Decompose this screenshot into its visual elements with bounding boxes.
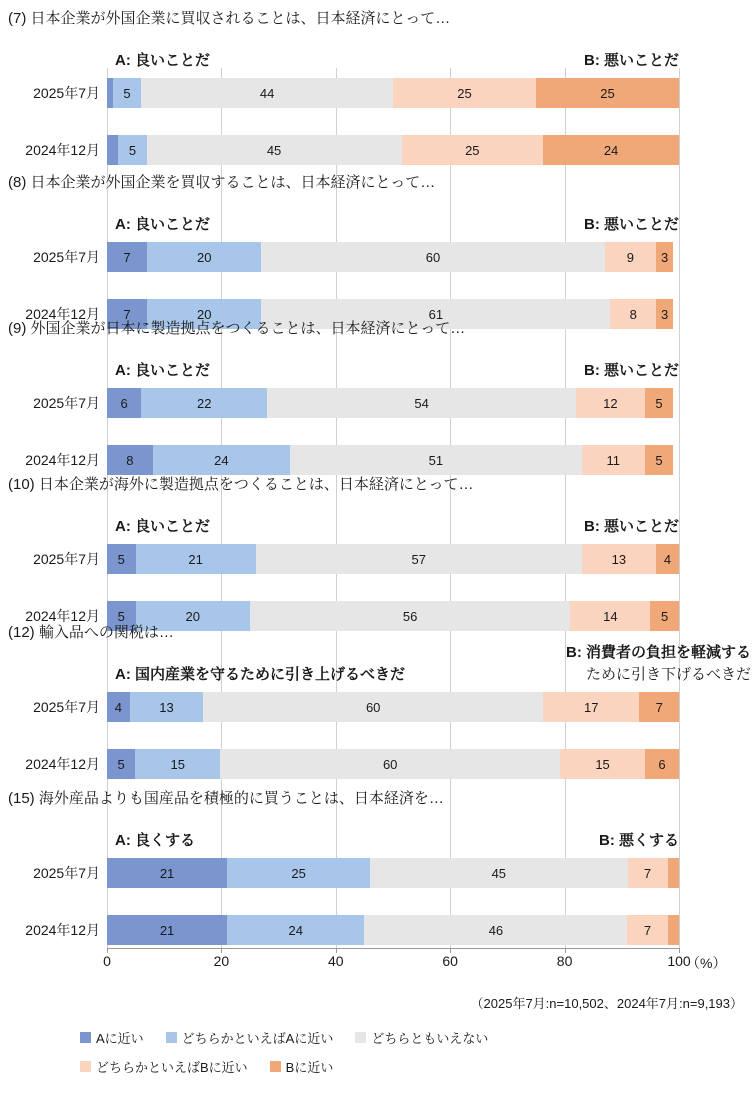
bar-value-label: 45 [266,142,282,158]
legend-label: どちらかといえばAに近い [181,1031,334,1046]
bar-value-label: 5 [655,395,663,411]
chart-row [0,544,755,574]
bar-value-label: 13 [159,699,174,715]
bar-segment [147,135,402,165]
bar-value-label: 5 [661,608,669,624]
chart-row [0,692,755,722]
bar-segment [536,78,679,108]
sample-size-note: （2025年7月:n=10,502、2024年7月:n=9,193） [470,996,743,1011]
bar-value-label: 5 [117,608,125,624]
bar-value-label: 8 [629,306,637,322]
bar-value-label: 5 [117,756,125,772]
bar-value-label: 22 [196,395,212,411]
bar-value-label: 17 [584,699,599,715]
row-label: 2024年12月 [25,452,100,468]
bar-segment [227,858,370,888]
question-title: (15) 海外産品よりも国産品を積極的に買うことは、日本経済を… [8,790,444,807]
bar-value-label: 57 [411,551,426,567]
bar-value-label: 3 [661,306,669,322]
bar-segment [582,544,656,574]
option-a-label: A: 良くする [115,832,195,849]
bar-value-label: 21 [159,922,175,938]
bar-value-label: 56 [402,608,418,624]
bar-segment [627,915,667,945]
bar-segment [364,915,627,945]
stacked-bar [107,445,679,475]
bar-value-label: 20 [185,608,201,624]
bar-value-label: 4 [663,551,672,567]
bar-segment [113,78,142,108]
bar-segment [227,915,364,945]
bar-value-label: 4 [114,699,122,715]
x-axis-tick-label: 20 [213,953,230,969]
bar-segment [118,135,146,165]
legend-item[interactable] [80,1057,248,1076]
bar-segment [153,445,290,475]
legend-swatch [355,1032,366,1043]
option-b-label: B: 悪くする [599,832,679,849]
chart-row [0,242,755,272]
legend-label: Aに近い [96,1031,144,1046]
legend-item[interactable] [355,1028,488,1047]
chart-row [0,135,755,165]
option-a-label: A: 良いことだ [115,52,210,69]
row-label: 2024年12月 [25,756,100,772]
row-label: 2024年12月 [25,306,100,322]
bar-value-label: 25 [600,85,615,101]
bar-segment [147,242,261,272]
bar-segment [256,544,582,574]
bar-segment [645,445,674,475]
chart-row [0,445,755,475]
bar-value-label: 8 [126,452,134,468]
bar-segment [582,445,645,475]
bar-segment [107,915,227,945]
option-b-label: B: 悪いことだ [584,52,679,69]
bar-segment [605,242,656,272]
bar-value-label: 24 [288,922,303,938]
bar-segment [107,749,135,779]
option-b-label: B: 悪いことだ [584,362,679,379]
chart-row [0,858,755,888]
bar-value-label: 15 [595,756,610,772]
bar-value-label: 20 [196,306,212,322]
question-group [0,790,755,950]
bar-value-label: 5 [123,85,131,101]
bar-segment [107,544,136,574]
legend-row [80,1028,506,1047]
bar-value-label: 24 [603,142,619,158]
bar-value-label: 20 [196,249,212,265]
stacked-bar [107,135,679,165]
question-group [0,476,755,636]
legend-item[interactable] [80,1028,144,1047]
bar-value-label: 25 [457,85,472,101]
bar-segment [645,388,674,418]
row-label: 2025年7月 [33,699,100,715]
bar-segment [107,388,141,418]
bar-value-label: 60 [425,249,441,265]
question-title: (10) 日本企業が海外に製造拠点をつくることは、日本経済にとって… [8,476,474,493]
bar-segment [290,445,582,475]
question-group [0,320,755,480]
row-label: 2025年7月 [33,85,100,101]
x-axis-tick-label: 40 [328,953,344,969]
bar-segment [267,388,576,418]
bar-value-label: 51 [428,452,444,468]
row-label: 2024年12月 [25,922,100,938]
question-group [0,624,755,784]
question-title: (7) 日本企業が外国企業に買収されることは、日本経済にとって… [8,10,451,27]
row-label: 2024年12月 [25,608,100,624]
bar-segment [668,915,679,945]
bar-segment [370,858,627,888]
bar-value-label: 25 [291,865,306,881]
stacked-bar [107,915,679,945]
bar-segment [261,242,604,272]
bar-segment [639,692,679,722]
bar-value-label: 5 [128,142,137,158]
bar-value-label: 11 [606,452,620,468]
x-axis-unit-label: （%） [686,955,727,971]
bar-value-label: 7 [643,922,652,938]
bar-value-label: 12 [603,395,618,411]
legend-item[interactable] [166,1028,334,1047]
chart-row [0,78,755,108]
stacked-bar [107,388,679,418]
bar-value-label: 6 [658,756,666,772]
legend-item[interactable] [270,1057,334,1076]
legend-label: どちらかといえばBに近い [96,1060,248,1075]
option-a-label: A: 良いことだ [115,216,210,233]
bar-segment [130,692,204,722]
bar-value-label: 21 [188,551,203,567]
bar-value-label: 21 [159,865,175,881]
question-title: (9) 外国企業が日本に製造拠点をつくることは、日本経済にとって… [8,320,466,337]
option-b-label: B: 悪いことだ [584,216,679,233]
legend-swatch [80,1032,91,1043]
bar-value-label: 45 [491,865,507,881]
bar-value-label: 7 [123,249,131,265]
bar-value-label: 60 [382,756,398,772]
bar-value-label: 6 [120,395,128,411]
bar-segment [135,749,220,779]
option-b-label: B: 悪いことだ [584,518,679,535]
bar-value-label: 44 [259,85,275,101]
bar-segment [628,858,668,888]
legend-row [80,1057,351,1076]
bar-segment [656,242,673,272]
bar-segment [107,692,130,722]
bar-value-label: 13 [611,551,627,567]
bar-segment [560,749,645,779]
bar-value-label: 7 [655,699,663,715]
bar-segment [107,242,147,272]
legend-label: どちらともいえない [371,1031,489,1046]
x-axis-tick-label: 60 [442,953,458,969]
option-a-label: A: 国内産業を守るために引き上げるべきだ [115,666,405,683]
bar-segment [668,858,679,888]
bar-segment [141,78,393,108]
row-label: 2025年7月 [33,249,100,265]
bar-value-label: 5 [655,452,663,468]
legend-swatch [270,1061,281,1072]
bar-value-label: 60 [365,699,381,715]
bar-segment [107,445,153,475]
row-label: 2024年12月 [25,142,100,158]
x-axis-tick-label: 0 [103,953,111,969]
question-title: (8) 日本企業が外国企業を買収することは、日本経済にとって… [8,174,436,191]
option-b-label-line2: ために引き下げるべきだ [585,666,751,683]
bar-segment [393,78,536,108]
x-axis-tick-label: 100 [667,953,691,969]
bar-value-label: 46 [488,922,504,938]
legend-label: Bに近い [285,1060,334,1075]
bar-segment [203,692,543,722]
question-group [0,10,755,170]
stacked-bar [107,544,679,574]
bar-segment [107,858,227,888]
bar-segment [402,135,544,165]
bar-value-label: 3 [661,249,669,265]
bar-segment [576,388,645,418]
legend-swatch [80,1061,91,1072]
row-label: 2025年7月 [33,865,100,881]
option-a-label: A: 良いことだ [115,518,210,535]
x-axis-tick-label: 80 [556,953,573,969]
stacked-bar [107,242,679,272]
bar-value-label: 14 [603,608,618,624]
bar-segment [107,135,118,165]
bar-segment [543,692,639,722]
chart-row [0,915,755,945]
legend-swatch [166,1032,177,1043]
bar-segment [543,135,679,165]
stacked-bar [107,692,679,722]
bar-value-label: 61 [428,306,444,322]
bar-value-label: 5 [117,551,125,567]
bar-value-label: 25 [465,142,480,158]
chart-row [0,749,755,779]
row-label: 2025年7月 [33,551,100,567]
bar-segment [220,749,560,779]
chart-row [0,388,755,418]
bar-value-label: 9 [626,249,634,265]
stacked-bar [107,858,679,888]
bar-segment [136,544,256,574]
stacked-bar [107,749,679,779]
bar-value-label: 24 [214,452,229,468]
x-axis-line [107,948,679,949]
bar-segment [141,388,267,418]
bar-value-label: 54 [414,395,429,411]
bar-value-label: 7 [123,306,131,322]
option-a-label: A: 良いことだ [115,362,210,379]
bar-segment [656,544,679,574]
question-group [0,174,755,334]
bar-value-label: 15 [170,756,186,772]
row-label: 2025年7月 [33,395,100,411]
question-title: (12) 輸入品への関税は… [8,624,174,641]
stacked-bar [107,78,679,108]
option-b-label: B: 消費者の負担を軽減する [566,644,751,661]
bar-value-label: 7 [643,865,652,881]
bar-segment [645,749,679,779]
